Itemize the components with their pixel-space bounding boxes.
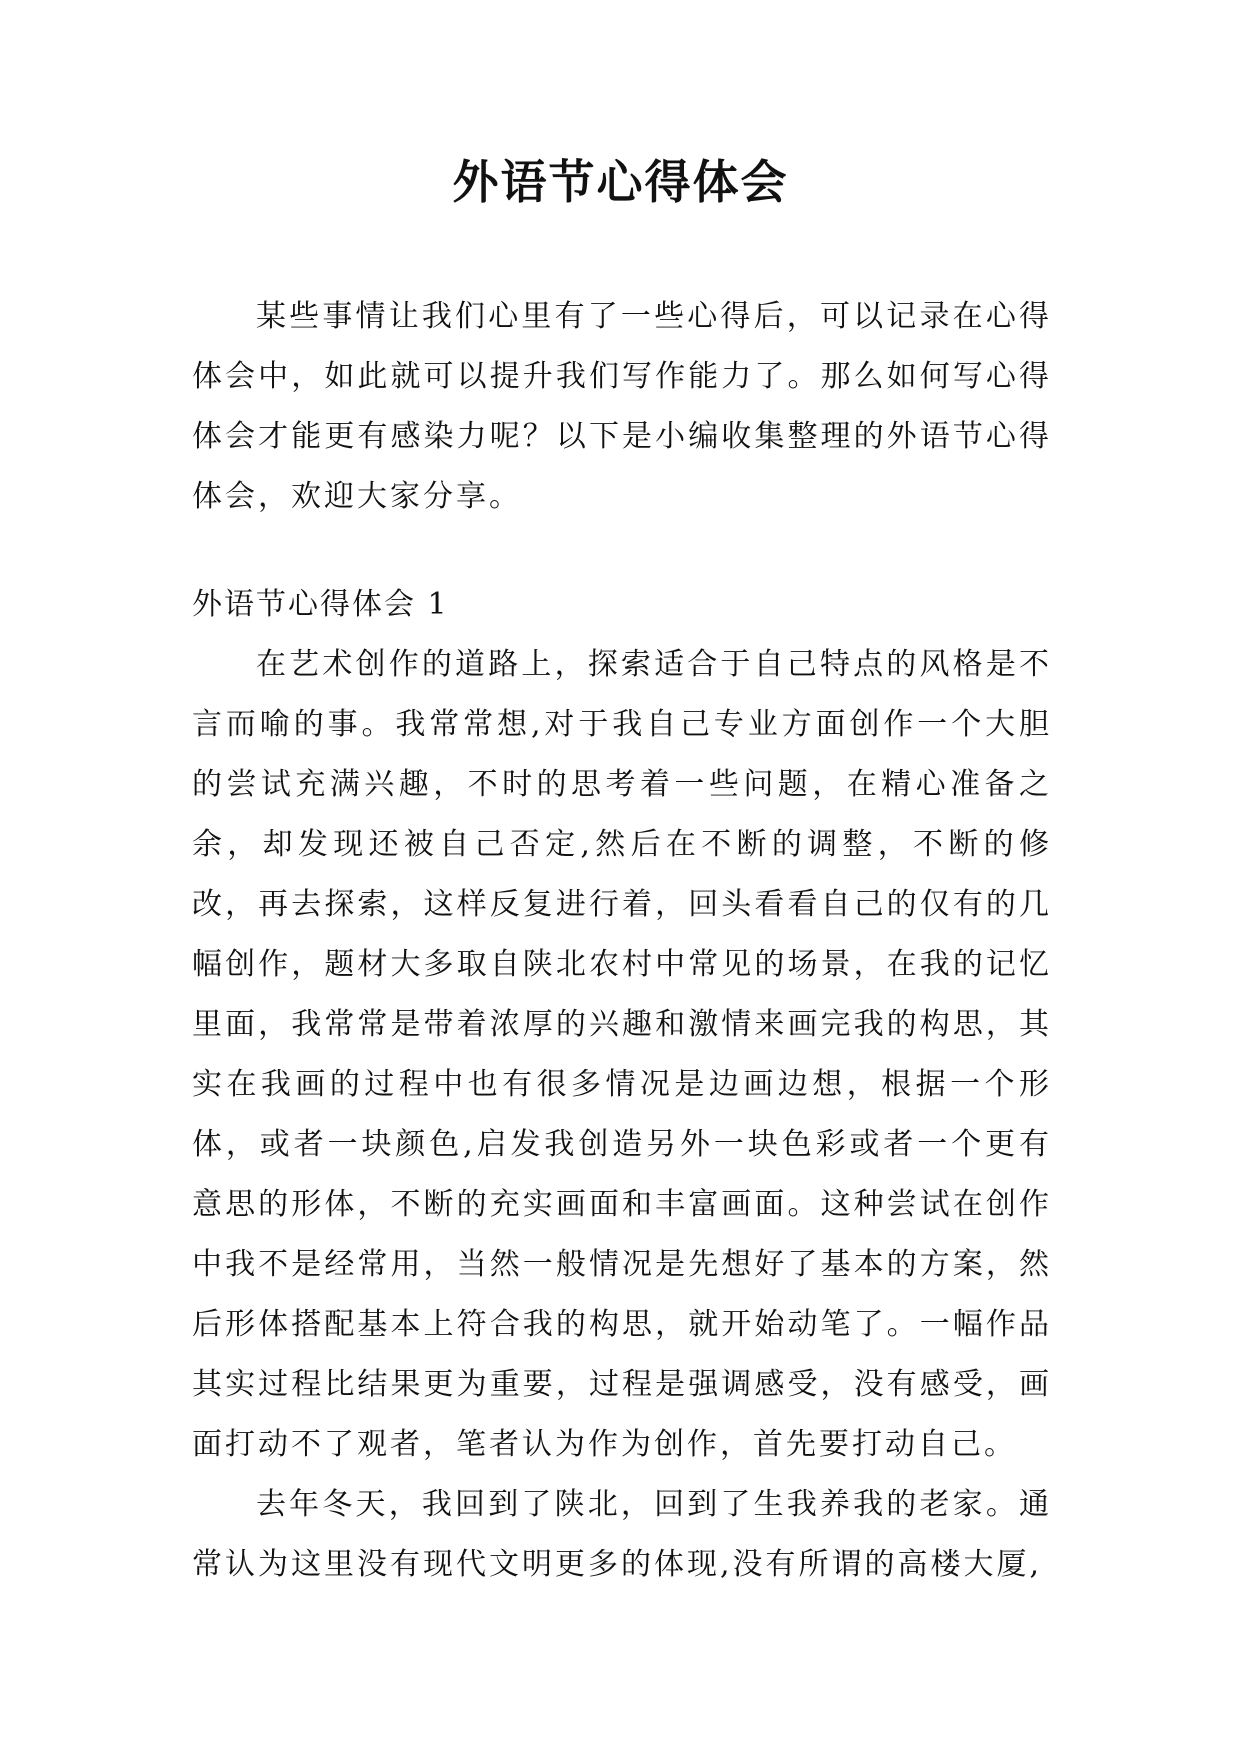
section-1 xyxy=(192,575,1052,1595)
document-title: 外语节心得体会 xyxy=(452,155,789,209)
body-paragraph-2: 去年冬天，我回到了陕北，回到了生我养我的老家。通常认为这里没有现代文明更多的体现,没有所谓的高楼大厦, xyxy=(192,1487,1052,1582)
section-heading: 外语节心得体会 1 xyxy=(192,587,449,622)
intro-paragraph: 某些事情让我们心里有了一些心得后，可以记录在心得体会中，如此就可以提升我们写作能力了。那么如何写心得体会才能更有感染力呢？以下是小编收集整理的外语节心得体会，欢迎大家分享。 xyxy=(192,299,1052,514)
document-body xyxy=(192,287,1052,1595)
body-paragraph-1: 在艺术创作的道路上，探索适合于自己特点的风格是不言而喻的事。我常常想,对于我自己专业方面创作一个大胆的尝试充满兴趣，不时的思考着一些问题，在精心准备之余，却发现还被自己否定,然后在不断的调整，不断的修改，再去探索，这样反复进行着，回头看看自己的仅有的几幅创作，题材大多取自陕北农村中常见的场景，在我的记忆里面，我常常是带着浓厚的兴趣和激情来画完我的构思，其实在我画的过程中也有很多情况是边画边想，根据一个形体，或者一块颜色,启发我创造另外一块色彩或者一个更有意思的形体，不断的充实画面和丰富画面。这种尝试在创作中我不是经常用，当然一般情况是先想好了基本的方案，然后形体搭配基本上符合我的构思，就开始动笔了。一幅作品其实过程比结果更为重要，过程是强调感受，没有感受，画面打动不了观者，笔者认为作为创作，首先要打动自己。 xyxy=(192,647,1052,1462)
